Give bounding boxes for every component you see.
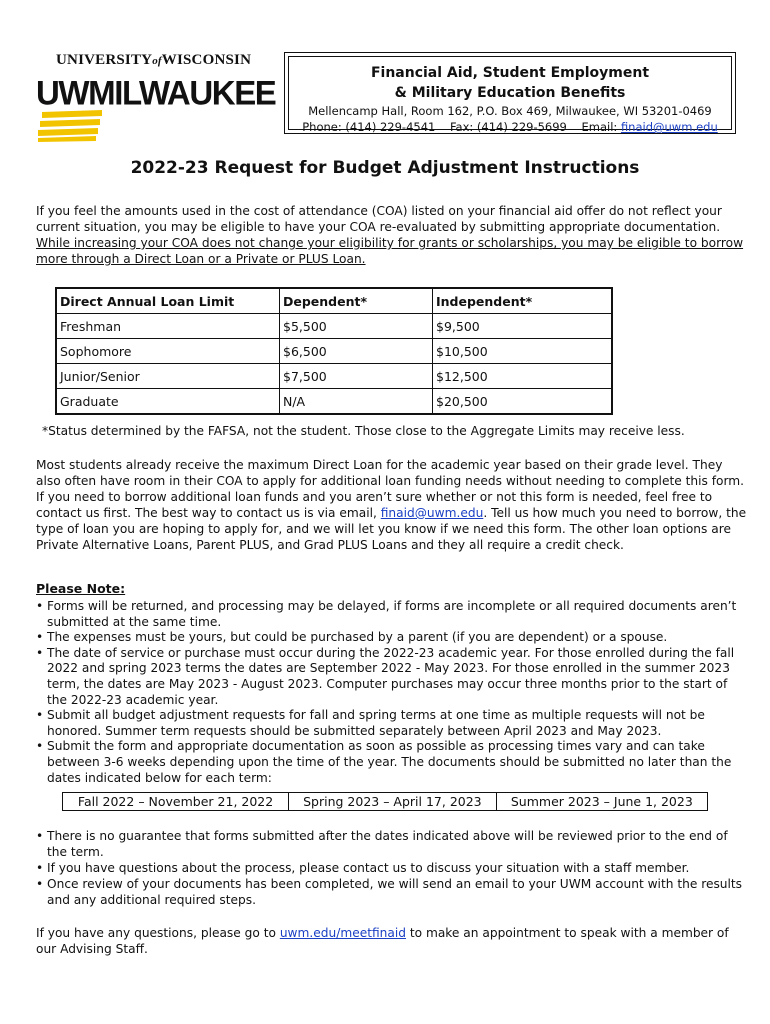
- table-row: Freshman $5,500 $9,500: [56, 314, 612, 339]
- table-row: Junior/Senior $7,500 $12,500: [56, 364, 612, 389]
- contact-header-box: [284, 52, 736, 134]
- deadline-table: [62, 792, 708, 811]
- loan-info-paragraph: Most students already receive the maximum Direct Loan for the academic year based on their grade level. They also often have room in their COA to apply for additional loan funding needs without needing to complete this form. If you need to borrow additional loan funds and you aren’t sure whether or not this form is needed, feel free to contact us first. The best way to contact us is via email, finaid@uwm.edu. Tell us how much you need to borrow, the type of loan you are hoping to apply for, and we will let you know if we need this form. The other loan options are Private Alternative Loans, Parent PLUS, and Grad PLUS Loans and they all require a credit check.: [36, 458, 747, 552]
- closing-paragraph: If you have any questions, please go to uwm.edu/meetfinaid to make an appointment to speak with a member of our Advising Staff.: [36, 926, 729, 956]
- list-item: • Submit the form and appropriate documentation as soon as possible as processing times vary and can take between 3-6 weeks depending upon the time of the year. The documents should be submitted no later than the dates indicated below for each term:: [36, 739, 748, 786]
- deadline-spring: Spring 2023 – April 17, 2023: [289, 793, 497, 811]
- logo-flag-icon: [38, 110, 108, 142]
- page-title: 2022-23 Request for Budget Adjustment Instructions: [130, 158, 640, 178]
- meetfinaid-link[interactable]: uwm.edu/meetfinaid: [279, 926, 406, 940]
- deadline-fall: Fall 2022 – November 21, 2022: [63, 793, 289, 811]
- office-contact-line: Phone: (414) 229-4541 Fax: (414) 229-5699 Email: finaid@uwm.edu: [302, 120, 718, 134]
- uwm-logo: [36, 52, 276, 142]
- list-item: • If you have questions about the process, please contact us to discuss your situation with a staff member.: [36, 860, 748, 876]
- logo-university-line: UNIVERSITYofWISCONSIN: [56, 52, 252, 68]
- table-row: Sophomore $6,500 $10,500: [56, 339, 612, 364]
- note-bullet-list: [36, 599, 748, 786]
- list-item: • The expenses must be yours, but could be purchased by a parent (if you are dependent) or a spouse.: [36, 630, 748, 646]
- logo-wordmark: UWMILWAUKEE: [36, 73, 276, 112]
- header-email-link[interactable]: finaid@uwm.edu: [620, 120, 718, 134]
- table-row: Graduate N/A $20,500: [56, 389, 612, 415]
- table-header-row: Direct Annual Loan Limit Dependent* Independent*: [56, 288, 612, 314]
- list-item: • The date of service or purchase must occur during the 2022-23 academic year. For those enrolled during the fall 2022 and spring 2023 terms the dates are September 2022 - May 2023. For those enrolled in the summer 2023 term, the dates are May 2023 - August 2023. Computer purchases may occur three months prior to the start of the 2022-23 academic year.: [36, 646, 748, 708]
- list-item: • Once review of your documents has been completed, we will send an email to your UWM account with the results and any additional required steps.: [36, 876, 748, 908]
- office-name: Financial Aid, Student Employment & Military Education Benefits: [370, 65, 650, 101]
- list-item: • There is no guarantee that forms submitted after the dates indicated above will be reviewed prior to the end of the term.: [36, 828, 748, 860]
- list-item: • Forms will be returned, and processing may be delayed, if forms are incomplete or all required documents aren’t submitted at the same time.: [36, 599, 748, 630]
- body-email-link[interactable]: finaid@uwm.edu: [380, 506, 484, 520]
- intro-paragraph: If you feel the amounts used in the cost of attendance (COA) listed on your financial aid offer do not reflect your current situation, you may be eligible to have your COA re-evaluated by submitting appropriate documentation. While increasing your COA does not change your eligibility for grants or scholarships, you may be eligible to borrow more through a Direct Loan or a Private or PLUS Loan.: [36, 204, 744, 266]
- office-address: Mellencamp Hall, Room 162, P.O. Box 469, Milwaukee, WI 53201-0469: [308, 104, 712, 118]
- list-item: • Submit all budget adjustment requests for fall and spring terms at one time as multiple requests will not be honored. Summer term requests should be submitted separately between April 2023 and May 2023.: [36, 708, 748, 739]
- table-footnote: *Status determined by the FAFSA, not the student. Those close to the Aggregate Limits may receive less.: [42, 424, 685, 438]
- table-row: [63, 793, 708, 811]
- loan-limit-table: [55, 287, 613, 415]
- deadline-summer: Summer 2023 – June 1, 2023: [496, 793, 707, 811]
- note-bullet-list-2: [36, 828, 748, 908]
- please-note-heading: Please Note:: [36, 581, 126, 596]
